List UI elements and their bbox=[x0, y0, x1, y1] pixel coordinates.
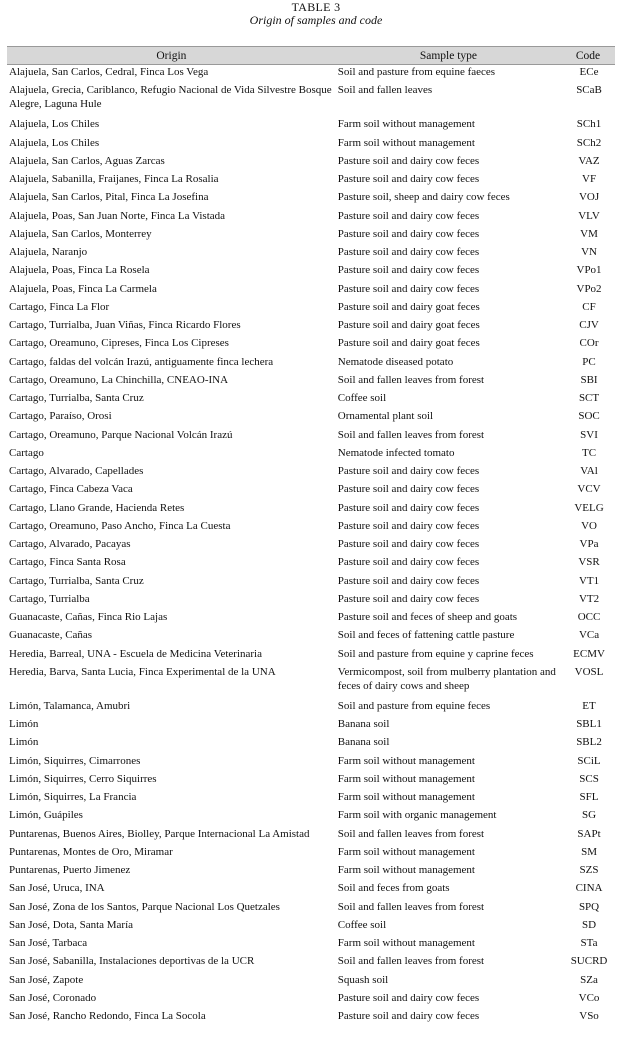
cell-sample-type: Pasture soil and feces of sheep and goats bbox=[337, 611, 518, 623]
header-sample-type: Sample type bbox=[336, 47, 561, 65]
table-row bbox=[7, 464, 615, 482]
cell-sample-type: Pasture soil and dairy cow feces bbox=[337, 264, 480, 277]
cell-code: VPo1 bbox=[576, 264, 602, 277]
cell-origin: Cartago, Llano Grande, Hacienda Retes bbox=[9, 501, 185, 514]
cell-code: CF bbox=[582, 300, 596, 313]
cell-code: VT1 bbox=[578, 574, 600, 587]
cell-sample-type: Soil and feces from goats bbox=[337, 882, 450, 895]
cell-origin: Guanacaste, Cañas, Finca Rio Lajas bbox=[9, 611, 168, 623]
table-row bbox=[7, 446, 615, 464]
cell-sample-type: Farm soil without management bbox=[337, 845, 475, 858]
cell-sample-type: Pasture soil and dairy goat feces bbox=[337, 337, 480, 350]
table-row bbox=[7, 936, 615, 954]
table-row bbox=[7, 574, 615, 592]
cell-sample-type: Pasture soil and dairy goat feces bbox=[337, 319, 480, 331]
cell-origin: San José, Sabanilla, Instalaciones deportivas de la UCR bbox=[9, 955, 255, 968]
cell-sample-type: Soil and pasture from equine feces bbox=[337, 699, 491, 712]
cell-sample-type: Coffee soil bbox=[337, 918, 387, 931]
table-row bbox=[7, 154, 615, 172]
cell-origin: Cartago bbox=[9, 446, 44, 459]
cell-code: VOSL bbox=[574, 665, 604, 678]
cell-origin: San José, Dota, Santa María bbox=[9, 918, 134, 931]
table-row bbox=[7, 808, 615, 826]
cell-code: TC bbox=[582, 446, 597, 459]
cell-sample-type: Pasture soil and dairy cow feces bbox=[337, 538, 480, 550]
table-row bbox=[7, 537, 615, 555]
cell-origin: San José, Zapote bbox=[9, 973, 84, 986]
cell-code: SD bbox=[582, 918, 597, 931]
cell-sample-type: Coffee soil bbox=[337, 392, 387, 404]
cell-code: VLV bbox=[578, 209, 600, 222]
cell-origin: San José, Tarbaca bbox=[9, 937, 88, 949]
cell-origin: Cartago, Finca Cabeza Vaca bbox=[9, 483, 133, 496]
table-row bbox=[7, 117, 615, 135]
cell-code: VN bbox=[581, 246, 597, 258]
cell-code: CINA bbox=[575, 882, 603, 895]
cell-code: VSo bbox=[579, 1010, 599, 1022]
cell-code: VCa bbox=[578, 629, 600, 642]
cell-origin: Cartago, Oreamuno, Parque Nacional Volcán Irazú bbox=[9, 428, 233, 441]
table-row bbox=[7, 900, 615, 918]
cell-origin: Cartago, faldas del volcán Irazú, antiguamente finca lechera bbox=[9, 355, 274, 368]
cell-code: SCh1 bbox=[576, 118, 602, 131]
cell-origin: Cartago, Turrialba, Santa Cruz bbox=[9, 574, 144, 587]
cell-origin: Cartago, Turrialba, Santa Cruz bbox=[9, 392, 144, 404]
cell-code: ET bbox=[582, 699, 596, 712]
table-row bbox=[7, 954, 615, 972]
cell-code: VCo bbox=[578, 991, 600, 1004]
cell-code: SVI bbox=[580, 428, 598, 441]
cell-code: VAZ bbox=[578, 154, 600, 167]
cell-origin: Alajuela, Grecia, Cariblanco, Refugio Nacional de Vida Silvestre Bosque Alegre, Laguna Hule bbox=[9, 84, 332, 111]
cell-code: OCC bbox=[577, 611, 601, 623]
cell-sample-type: Pasture soil and dairy cow feces bbox=[337, 209, 480, 222]
cell-sample-type: Vermicompost, soil from mulberry plantation and feces of dairy cows and sheep bbox=[337, 665, 556, 692]
table-row bbox=[7, 501, 615, 519]
cell-sample-type: Nematode infected tomato bbox=[337, 446, 455, 459]
table-row bbox=[7, 227, 615, 245]
cell-origin: Cartago, Paraíso, Orosi bbox=[9, 410, 112, 423]
cell-origin: Cartago, Finca Santa Rosa bbox=[9, 556, 126, 569]
cell-sample-type: Pasture soil and dairy cow feces bbox=[337, 227, 480, 240]
table-row bbox=[7, 282, 615, 300]
table-row bbox=[7, 555, 615, 573]
cell-origin: Cartago, Finca La Flor bbox=[9, 300, 110, 313]
cell-sample-type: Pasture soil and dairy cow feces bbox=[337, 501, 480, 514]
cell-code: VPa bbox=[579, 538, 599, 550]
table-row bbox=[7, 754, 615, 772]
cell-origin: Cartago, Turrialba, Juan Viñas, Finca Ricardo Flores bbox=[9, 319, 241, 331]
cell-code: SZa bbox=[580, 973, 598, 986]
cell-sample-type: Soil and fallen leaves from forest bbox=[337, 373, 485, 386]
table-header-row bbox=[7, 47, 615, 65]
cell-origin: Alajuela, San Carlos, Aguas Zarcas bbox=[9, 154, 165, 167]
cell-sample-type: Pasture soil and dairy cow feces bbox=[337, 574, 480, 587]
cell-sample-type: Banana soil bbox=[337, 718, 390, 730]
cell-sample-type: Soil and fallen leaves from forest bbox=[337, 955, 485, 968]
table-row bbox=[7, 263, 615, 281]
table-row bbox=[7, 300, 615, 318]
cell-code: COr bbox=[579, 337, 599, 350]
table-row bbox=[7, 918, 615, 936]
cell-origin: Alajuela, Los Chiles bbox=[9, 118, 100, 131]
table-row bbox=[7, 845, 615, 863]
cell-code: SCS bbox=[579, 772, 599, 785]
cell-origin: Alajuela, Poas, Finca La Carmela bbox=[9, 282, 157, 295]
cell-sample-type: Farm soil without management bbox=[337, 118, 475, 131]
cell-sample-type: Pasture soil and dairy cow feces bbox=[337, 246, 480, 258]
table-row bbox=[7, 628, 615, 646]
cell-origin: Limón bbox=[9, 736, 39, 749]
cell-origin: Limón, Siquirres, Cerro Siquirres bbox=[9, 772, 157, 785]
cell-code: SCh2 bbox=[576, 136, 602, 149]
cell-code: VT2 bbox=[578, 592, 600, 605]
cell-sample-type: Pasture soil and dairy cow feces bbox=[337, 282, 480, 295]
cell-sample-type: Pasture soil and dairy cow feces bbox=[337, 592, 480, 605]
cell-code: PC bbox=[582, 355, 596, 368]
cell-origin: Puntarenas, Buenos Aires, Biolley, Parque Internacional La Amistad bbox=[9, 827, 310, 840]
table-row bbox=[7, 65, 615, 84]
table-row bbox=[7, 391, 615, 409]
cell-code: VSR bbox=[578, 556, 600, 569]
cell-sample-type: Ornamental plant soil bbox=[337, 410, 434, 423]
cell-origin: San José, Coronado bbox=[9, 991, 97, 1004]
cell-code: SG bbox=[582, 809, 597, 822]
cell-origin: Alajuela, Sabanilla, Fraijanes, Finca La Rosalia bbox=[9, 173, 219, 185]
cell-origin: Alajuela, San Carlos, Cedral, Finca Los Vega bbox=[9, 66, 209, 78]
cell-code: VO bbox=[581, 519, 597, 532]
cell-origin: Alajuela, San Carlos, Pital, Finca La Josefina bbox=[9, 191, 209, 204]
cell-code: SCaB bbox=[576, 84, 602, 97]
table-row bbox=[7, 83, 615, 117]
cell-origin: Alajuela, Poas, Finca La Rosela bbox=[9, 264, 150, 277]
table-row bbox=[7, 318, 615, 336]
cell-code: SBL2 bbox=[576, 736, 602, 749]
cell-origin: Cartago, Alvarado, Pacayas bbox=[9, 538, 131, 550]
cell-sample-type: Pasture soil and dairy goat feces bbox=[337, 300, 480, 313]
table-row bbox=[7, 610, 615, 628]
cell-code: SUCRD bbox=[570, 955, 608, 968]
cell-origin: Alajuela, Naranjo bbox=[9, 246, 88, 258]
table-row bbox=[7, 772, 615, 790]
table-row bbox=[7, 190, 615, 208]
cell-sample-type: Farm soil with organic management bbox=[337, 809, 497, 822]
cell-sample-type: Pasture soil and dairy cow feces bbox=[337, 483, 480, 496]
table-row bbox=[7, 136, 615, 154]
cell-origin: Cartago, Oreamuno, La Chinchilla, CNEAO-INA bbox=[9, 373, 229, 386]
cell-sample-type: Pasture soil and dairy cow feces bbox=[337, 465, 480, 477]
cell-code: SCT bbox=[578, 392, 600, 404]
table-row bbox=[7, 881, 615, 899]
cell-sample-type: Pasture soil and dairy cow feces bbox=[337, 556, 480, 569]
cell-origin: Cartago, Alvarado, Capellades bbox=[9, 465, 144, 477]
table-title: Origin of samples and code bbox=[249, 13, 383, 27]
table-row bbox=[7, 592, 615, 610]
cell-code: VM bbox=[580, 227, 598, 240]
cell-sample-type: Soil and fallen leaves from forest bbox=[337, 428, 485, 441]
table-row bbox=[7, 699, 615, 717]
cell-code: SFL bbox=[579, 791, 599, 803]
samples-table bbox=[7, 46, 615, 1027]
cell-code: VOJ bbox=[578, 191, 600, 204]
cell-origin: Cartago, Turrialba bbox=[9, 592, 90, 605]
cell-origin: Guanacaste, Cañas bbox=[9, 629, 93, 642]
table-row bbox=[7, 991, 615, 1009]
cell-origin: Puntarenas, Puerto Jimenez bbox=[9, 864, 131, 876]
table-row bbox=[7, 209, 615, 227]
cell-sample-type: Farm soil without management bbox=[337, 772, 475, 785]
cell-code: SBI bbox=[580, 373, 598, 386]
cell-sample-type: Pasture soil and dairy cow feces bbox=[337, 154, 480, 167]
table-row bbox=[7, 336, 615, 354]
table-row bbox=[7, 245, 615, 263]
cell-origin: Limón, Siquirres, Cimarrones bbox=[9, 754, 141, 767]
cell-sample-type: Soil and feces of fattening cattle pasture bbox=[337, 629, 515, 642]
table-row bbox=[7, 519, 615, 537]
cell-origin: Limón, Siquirres, La Francia bbox=[9, 791, 137, 803]
cell-code: ECe bbox=[579, 66, 599, 78]
table-row bbox=[7, 647, 615, 665]
cell-origin: Limón, Guápiles bbox=[9, 809, 83, 822]
cell-origin: Puntarenas, Montes de Oro, Miramar bbox=[9, 845, 173, 858]
cell-code: SAPt bbox=[577, 827, 601, 840]
table-row bbox=[7, 1009, 615, 1027]
cell-sample-type: Soil and fallen leaves bbox=[337, 84, 433, 97]
cell-sample-type: Pasture soil and dairy cow feces bbox=[337, 173, 480, 185]
cell-sample-type: Farm soil without management bbox=[337, 937, 475, 949]
cell-origin: Limón bbox=[9, 718, 39, 730]
cell-origin: Cartago, Oreamuno, Cipreses, Finca Los Cipreses bbox=[9, 337, 229, 350]
table-row bbox=[7, 409, 615, 427]
cell-origin: Cartago, Oreamuno, Paso Ancho, Finca La Cuesta bbox=[9, 519, 231, 532]
cell-code: VF bbox=[582, 173, 597, 185]
cell-sample-type: Pasture soil and dairy cow feces bbox=[337, 991, 480, 1004]
table-row bbox=[7, 172, 615, 190]
cell-sample-type: Pasture soil and dairy cow feces bbox=[337, 1010, 480, 1022]
cell-code: VPo2 bbox=[576, 282, 602, 295]
cell-sample-type: Soil and pasture from equine y caprine feces bbox=[337, 647, 534, 660]
cell-sample-type: Pasture soil, sheep and dairy cow feces bbox=[337, 191, 510, 204]
cell-origin: San José, Uruca, INA bbox=[9, 882, 105, 895]
table-row bbox=[7, 827, 615, 845]
cell-sample-type: Farm soil without management bbox=[337, 791, 475, 803]
cell-origin: Limón, Talamanca, Amubri bbox=[9, 699, 131, 712]
cell-sample-type: Nematode diseased potato bbox=[337, 355, 454, 368]
cell-code: SBL1 bbox=[576, 718, 602, 730]
table-row bbox=[7, 373, 615, 391]
table-row bbox=[7, 717, 615, 735]
cell-sample-type: Pasture soil and dairy cow feces bbox=[337, 519, 480, 532]
cell-code: SPQ bbox=[578, 900, 600, 913]
cell-sample-type: Soil and pasture from equine faeces bbox=[337, 66, 496, 78]
table-row bbox=[7, 790, 615, 808]
cell-sample-type: Soil and fallen leaves from forest bbox=[337, 827, 485, 840]
cell-sample-type: Farm soil without management bbox=[337, 754, 475, 767]
table-number: TABLE 3 bbox=[291, 0, 341, 14]
cell-origin: Heredia, Barreal, UNA - Escuela de Medicina Veterinaria bbox=[9, 647, 262, 660]
cell-code: STa bbox=[580, 937, 598, 949]
cell-origin: Alajuela, Poas, San Juan Norte, Finca La Vistada bbox=[9, 209, 226, 222]
cell-code: SOC bbox=[578, 410, 600, 423]
cell-origin: Alajuela, Los Chiles bbox=[9, 136, 100, 149]
cell-code: VELG bbox=[574, 501, 604, 514]
table-row bbox=[7, 735, 615, 753]
cell-origin: San José, Zona de los Santos, Parque Nacional Los Quetzales bbox=[9, 900, 280, 913]
cell-code: SZS bbox=[579, 864, 599, 876]
cell-sample-type: Soil and fallen leaves from forest bbox=[337, 900, 485, 913]
table-row bbox=[7, 355, 615, 373]
cell-sample-type: Farm soil without management bbox=[337, 136, 475, 149]
cell-code: SCiL bbox=[577, 754, 601, 767]
cell-code: ECMV bbox=[573, 647, 605, 660]
cell-sample-type: Farm soil without management bbox=[337, 864, 475, 876]
table-row bbox=[7, 482, 615, 500]
cell-sample-type: Banana soil bbox=[337, 736, 390, 749]
cell-sample-type: Squash soil bbox=[337, 973, 389, 986]
cell-origin: Alajuela, San Carlos, Monterrey bbox=[9, 227, 152, 240]
cell-origin: Heredia, Barva, Santa Lucia, Finca Experimental de la UNA bbox=[9, 665, 276, 678]
cell-code: CJV bbox=[579, 319, 599, 331]
table-row bbox=[7, 973, 615, 991]
table-caption bbox=[0, 0, 632, 27]
header-origin: Origin bbox=[7, 47, 336, 65]
header-code: Code bbox=[561, 47, 615, 65]
table-body bbox=[7, 65, 615, 1028]
table-row bbox=[7, 665, 615, 699]
cell-code: SM bbox=[581, 845, 597, 858]
table-row bbox=[7, 863, 615, 881]
cell-code: VCV bbox=[577, 483, 601, 496]
cell-code: VAl bbox=[580, 465, 598, 477]
cell-origin: San José, Rancho Redondo, Finca La Socola bbox=[9, 1010, 206, 1022]
table-row bbox=[7, 428, 615, 446]
